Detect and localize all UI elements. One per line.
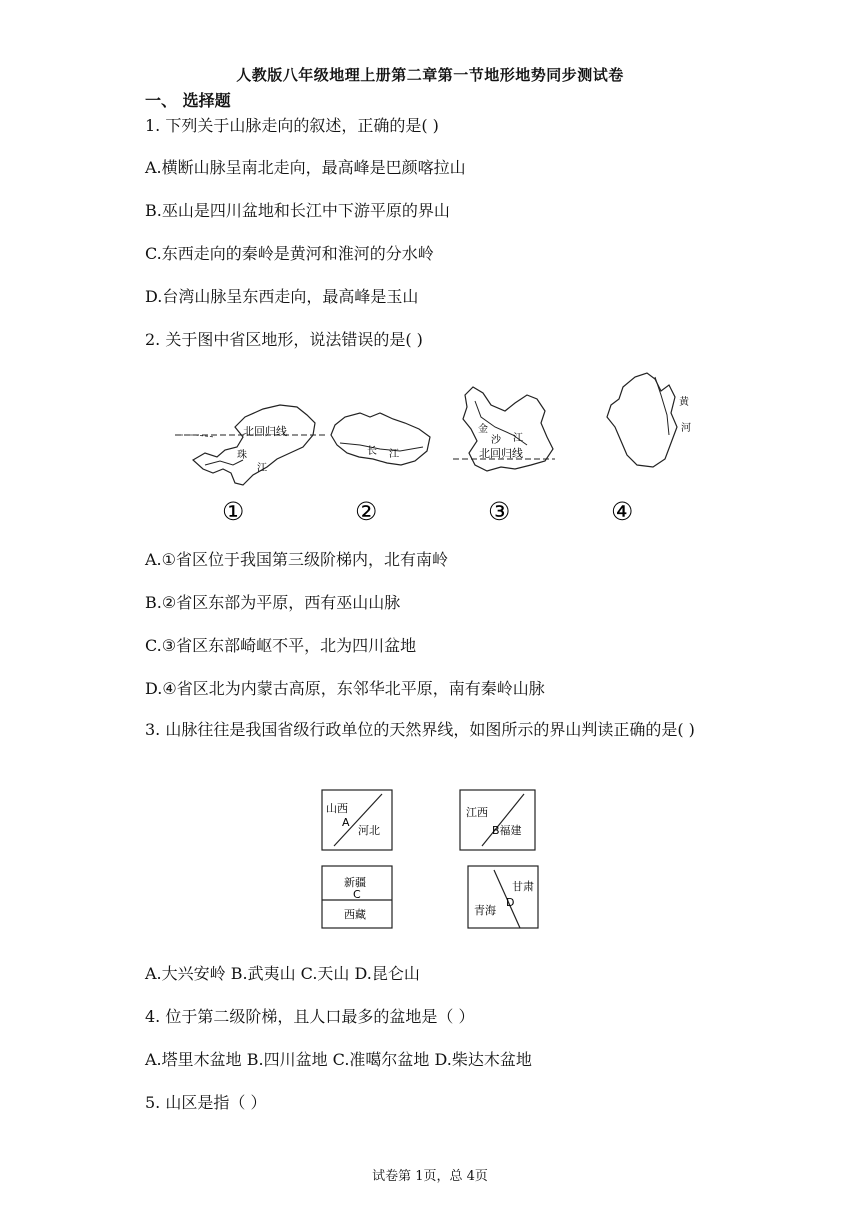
box-c-top: 新疆 (344, 876, 366, 889)
map-1-tropic-label: 北回归线 (243, 425, 287, 438)
question-1-option-b: B.巫山是四川盆地和长江中下游平原的界山 (145, 201, 450, 220)
province-map-2 (331, 413, 430, 465)
map-label-1: ① (222, 497, 245, 526)
question-3-options: A.大兴安岭 B.武夷山 C.天山 D.昆仑山 (145, 964, 420, 983)
question-2-option-c: C.③省区东部崎岖不平，北为四川盆地 (145, 636, 417, 655)
province-maps-figure (175, 365, 715, 530)
box-d-right: 甘肃 (512, 880, 534, 893)
map-1-river-label-a: 珠 (237, 450, 247, 461)
map-label-4: ④ (611, 497, 634, 526)
question-2-option-d: D.④省区北为内蒙古高原，东邻华北平原，南有秦岭山脉 (145, 679, 545, 698)
map-3-river-label-c: 江 (513, 433, 523, 444)
box-b (460, 790, 535, 850)
question-4-options: A.塔里木盆地 B.四川盆地 C.准噶尔盆地 D.柴达木盆地 (145, 1050, 532, 1069)
map-4-river-label-a: 黄 (679, 397, 689, 408)
box-a-top: 山西 (326, 802, 348, 815)
box-c-letter: C (353, 888, 361, 901)
question-2-option-b: B.②省区东部为平原，西有巫山山脉 (145, 593, 401, 612)
question-1-option-d: D.台湾山脉呈东西走向，最高峰是玉山 (145, 287, 419, 306)
box-b-top: 江西 (466, 806, 488, 819)
box-d-left: 青海 (474, 904, 496, 917)
box-d (468, 866, 538, 928)
question-3-stem: 3. 山脉往往是我国省级行政单位的天然界线，如图所示的界山判读正确的是( ) (145, 720, 695, 739)
boundary-mountains-figure (320, 788, 550, 932)
box-d-letter: D (506, 896, 515, 909)
box-a-bottom: 河北 (358, 824, 380, 837)
page-title: 人教版八年级地理上册第二章第一节地形地势同步测试卷 (236, 66, 624, 84)
question-1-stem: 1. 下列关于山脉走向的叙述，正确的是( ) (145, 116, 439, 135)
question-1-option-c: C.东西走向的秦岭是黄河和淮河的分水岭 (145, 244, 434, 263)
box-a-letter: A (342, 816, 350, 829)
map-3-river-label-a: 金 (478, 424, 488, 435)
map-1-river-label-b: 江 (257, 463, 267, 474)
question-2-stem: 2. 关于图中省区地形，说法错误的是( ) (145, 330, 423, 349)
question-1-option-a: A.横断山脉呈南北走向，最高峰是巴颜喀拉山 (145, 158, 466, 177)
section-heading: 一、 选择题 (145, 91, 231, 110)
map-label-2: ② (355, 497, 378, 526)
box-a (322, 790, 392, 850)
map-4-river-label-b: 河 (681, 423, 691, 434)
question-4-stem: 4. 位于第二级阶梯，且人口最多的盆地是（ ） (145, 1007, 475, 1026)
map-3-river-label-b: 沙 (491, 435, 501, 446)
map-2-river-label-b: 江 (389, 449, 399, 460)
map-2-river-label-a: 长 (367, 446, 377, 457)
map-3-tropic-label: 北回归线 (479, 447, 523, 460)
box-c-bottom: 西藏 (344, 908, 366, 921)
question-5-stem: 5. 山区是指（ ） (145, 1093, 267, 1112)
box-b-bottom: B福建 (492, 824, 522, 837)
map-label-3: ③ (488, 497, 511, 526)
question-2-option-a: A.①省区位于我国第三级阶梯内，北有南岭 (145, 550, 448, 569)
page-footer: 试卷第 1页，总 4页 (372, 1169, 488, 1184)
province-map-4 (607, 373, 677, 467)
province-map-1 (175, 405, 325, 485)
